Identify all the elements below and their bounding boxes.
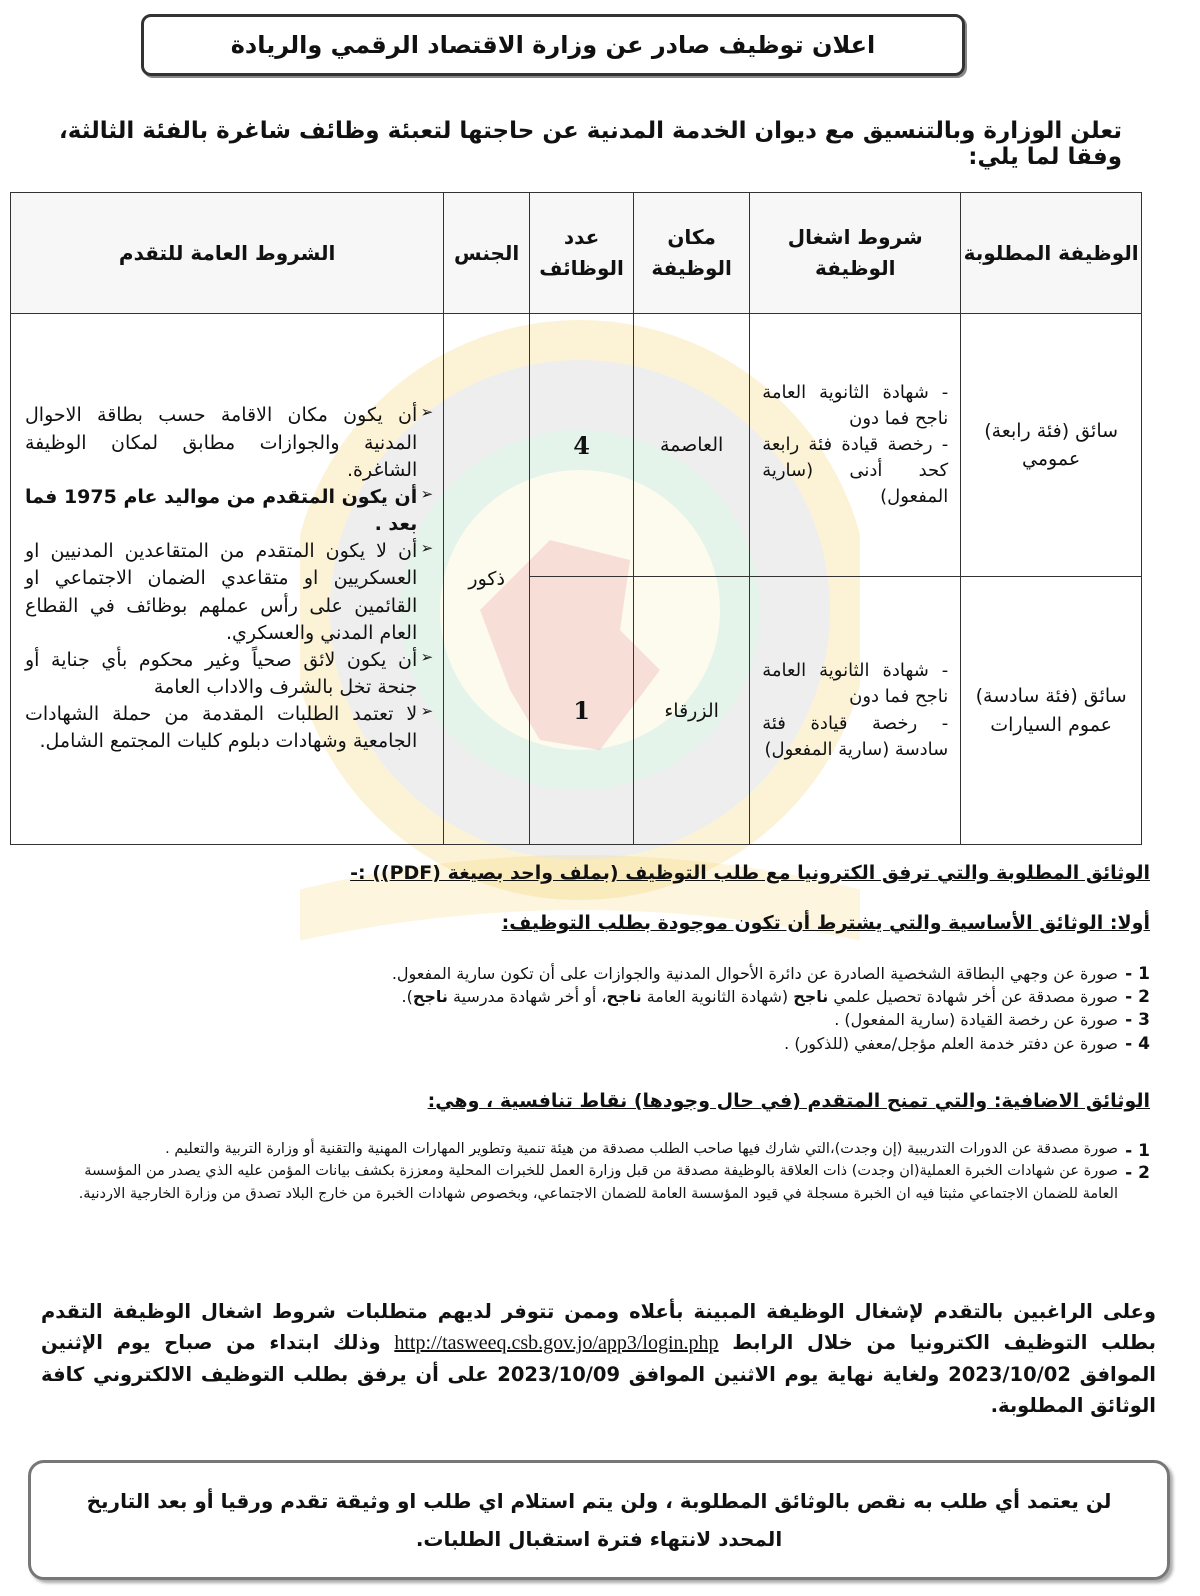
basic-documents-list	[392, 962, 1150, 1055]
job-title-cell: سائق (فئة سادسة) عموم السيارات	[961, 577, 1142, 845]
condition-item: - شهادة الثانوية العامة ناجح فما دون	[762, 381, 949, 429]
general-condition-item: ➢ لا تعتمد الطلبات المقدمة من حملة الشهادات الجامعية وشهادات دبلوم كليات المجتمع الشامل.	[25, 702, 434, 753]
item-number: 2 -	[1125, 1163, 1150, 1184]
intro-paragraph: تعلن الوزارة وبالتنسيق مع ديوان الخدمة المدنية عن حاجتها لتعبئة وظائف شاغرة بالفئة الثالثة، وفقا لما يلي:	[59, 118, 1122, 170]
header-count: عدد الوظائف	[530, 193, 634, 314]
count-cell: 4	[530, 314, 634, 577]
list-item: 1 - صورة مصدقة عن الدورات التدريبية (إن وجدت)،التي شارك فيها صاحب الطلب مصدقة من هيئة تنمية وتطوير المهارات المهنية والتقنية أو وزارة التربية والتعليم .	[50, 1138, 1150, 1160]
jobs-table	[10, 192, 1142, 845]
basic-documents-heading: أولا: الوثائق الأساسية والتي يشترط أن تكون موجودة بطلب التوظيف:	[501, 912, 1150, 934]
arrow-bullet-icon: ➢	[420, 484, 434, 503]
header-conditions: شروط اشغال الوظيفة	[750, 193, 961, 314]
general-conditions-list	[25, 402, 433, 755]
job-title-cell: سائق (فئة رابعة) عمومي	[961, 314, 1142, 577]
general-condition-item: ➢ أن يكون لائق صحياً وغير محكوم بأي جناية أو جنحة تخل بالشرف والاداب العامة	[25, 647, 434, 699]
header-general-conditions: الشروط العامة للتقدم	[11, 193, 444, 314]
location-cell: الزرقاء	[634, 577, 750, 845]
table-row	[11, 314, 1142, 577]
arrow-bullet-icon: ➢	[420, 539, 434, 558]
item-number: 4 -	[1125, 1033, 1150, 1054]
item-number: 1 -	[1125, 964, 1150, 984]
condition-item: - رخصة قيادة فئة رابعة كحد أدنى (سارية المفعول)	[762, 433, 949, 508]
job-conditions-cell	[750, 577, 961, 845]
warning-note: لن يعتمد أي طلب به نقص بالوثائق المطلوبة ، ولن يتم استلام اي طلب او وثيقة تقدم ورقيا أو بعد التاريخ المحدد لانتهاء فترة استقبال الطلبات.	[86, 1489, 1112, 1551]
page-title: اعلان توظيف صادر عن وزارة الاقتصاد الرقمي والريادة	[230, 31, 876, 59]
gender-cell: ذكور	[444, 314, 530, 845]
application-link[interactable]: http://tasweeq.csb.gov.jo/app3/login.php	[394, 1332, 719, 1355]
header-gender: الجنس	[444, 193, 530, 314]
arrow-bullet-icon: ➢	[420, 403, 434, 422]
list-item: 1 - صورة عن وجهي البطاقة الشخصية الصادرة عن دائرة الأحوال المدنية والجوازات على أن تكون سارية المفعول.	[392, 962, 1150, 985]
job-conditions-cell	[750, 314, 961, 577]
page-title-box	[141, 14, 965, 76]
additional-documents-list	[50, 1138, 1150, 1205]
header-location: مكان الوظيفة	[634, 193, 750, 314]
additional-documents-heading: الوثائق الاضافية: والتي تمنح المتقدم (في حال وجودها) نقاط تنافسية ، وهي:	[427, 1090, 1150, 1112]
condition-item: - شهادة الثانوية العامة ناجح فما دون	[762, 660, 949, 708]
closing-paragraph: وعلى الراغبين بالتقدم لإشغال الوظيفة المبينة بأعلاه وممن تتوفر لديهم متطلبات شروط اشغال الوظيفة التقدم بطلب التوظيف الكترونيا من خلال الرابط http://tasweeq.csb.gov.jo/app3/login.php وذلك ابتداء من صباح يوم الإثنين الموافق 2023/10/02 ولغاية نهاية يوم الاثنين الموافق 2023/10/09 على أن يرفق بطلب التوظيف الالكتروني كافة الوثائق المطلوبة.	[41, 1300, 1156, 1418]
list-item: 3 - صورة عن رخصة القيادة (سارية المفعول) .	[392, 1008, 1150, 1031]
count-cell: 1	[530, 577, 634, 845]
table-header-row	[11, 193, 1142, 314]
general-condition-item: ➢ أن يكون مكان الاقامة حسب بطاقة الاحوال المدنية والجوازات مطابق لمكان الوظيفة الشاغرة.	[25, 403, 434, 481]
general-condition-item: ➢ أن يكون المتقدم من مواليد عام 1975 فما بعد .	[25, 484, 434, 536]
warning-note-box	[28, 1460, 1170, 1580]
condition-item: - رخصة قيادة فئة سادسة (سارية المفعول)	[762, 712, 949, 760]
item-number: 1 -	[1125, 1141, 1150, 1161]
header-job: الوظيفة المطلوبة	[961, 193, 1142, 314]
arrow-bullet-icon: ➢	[420, 702, 434, 721]
list-item: 2 - صورة مصدقة عن أخر شهادة تحصيل علمي ناجح (شهادة الثانوية العامة ناجح، أو أخر شهادة مدرسية ناجح).	[392, 985, 1150, 1008]
documents-heading: الوثائق المطلوبة والتي ترفق الكترونيا مع طلب التوظيف (بملف واحد بصيغة (PDF)) :-	[350, 862, 1150, 884]
location-cell: العاصمة	[634, 314, 750, 577]
general-condition-item: ➢ أن لا يكون المتقدم من المتقاعدين المدنيين او العسكريين او متقاعدي الضمان الاجتماعي او القائمين على رأس عملهم بوظائف في القطاع العام المدني والعسكري.	[25, 539, 434, 644]
general-conditions-cell	[11, 314, 444, 845]
item-number: 2 -	[1125, 987, 1150, 1008]
arrow-bullet-icon: ➢	[420, 647, 434, 666]
list-item: 4 - صورة عن دفتر خدمة العلم مؤجل/معفي (للذكور) .	[392, 1032, 1150, 1055]
item-number: 3 -	[1125, 1010, 1150, 1031]
list-item: 2 - صورة عن شهادات الخبرة العملية(ان وجدت) ذات العلاقة بالوظيفة مصدقة من قبل وزارة العمل للخبرات المحلية ومعززة بكشف بيانات المؤمن عليه الذي يصدر من المؤسسة العامة للضمان الاجتماعي مثبتا فيه ان الخبرة مسجلة في قيود المؤسسة العامة للضمان الاجتماعي، وبخصوص شهادات الخبرة من خارج البلاد تصدق من وزارة الخارجية الاردنية.	[50, 1160, 1150, 1205]
